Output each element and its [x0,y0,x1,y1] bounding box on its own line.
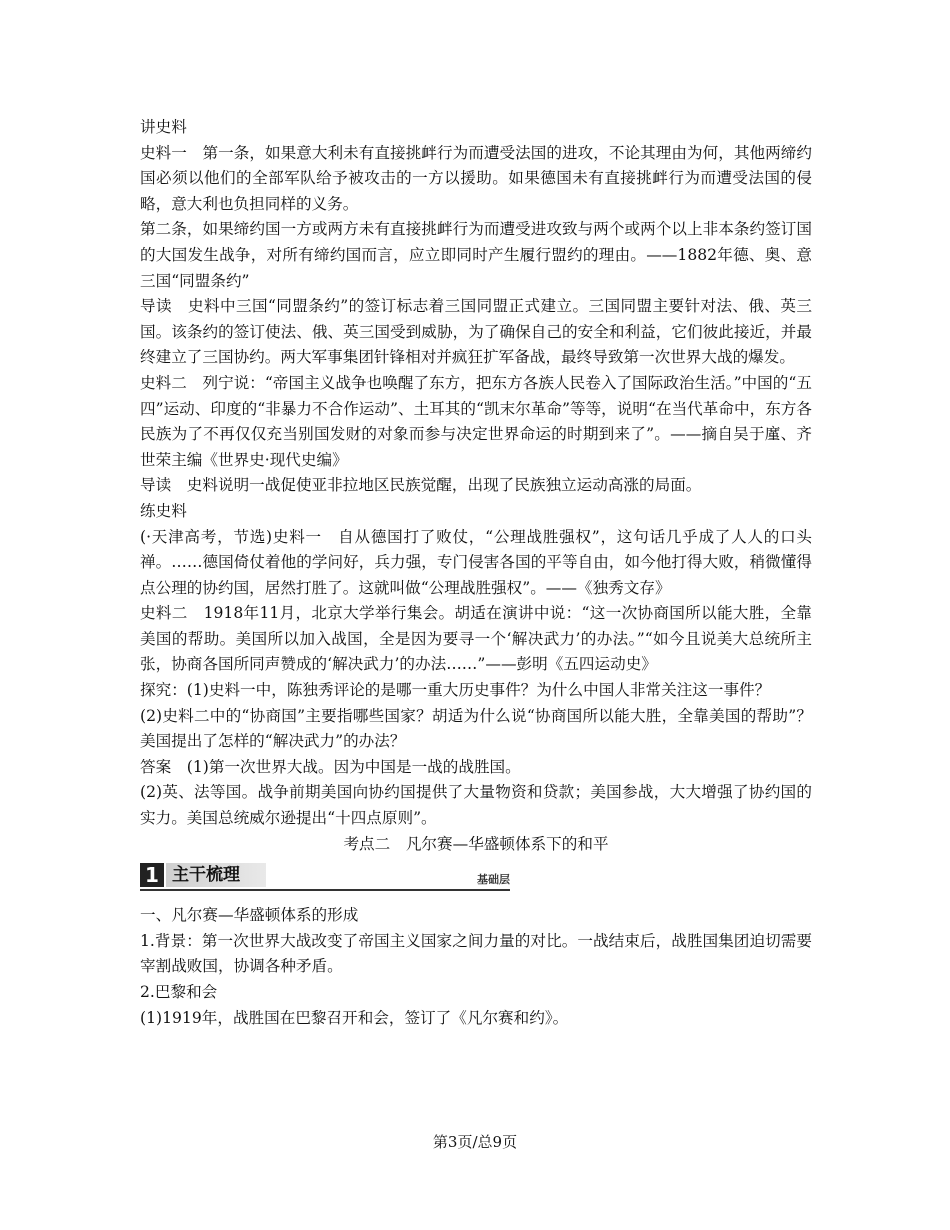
paragraph: 史料一 第一条，如果意大利未有直接挑衅行为而遭受法国的进攻，不论其理由为何，其他两缔约国必须以他们的全部军队给予被攻击的一方以援助。如果德国未有直接挑衅行为而遭受法国的侵略，意大利也负担同样的义务。 [140,143,812,213]
banner-number: 1 [140,863,164,887]
paragraph: 一、凡尔赛—华盛顿体系的形成 [140,906,359,925]
paragraph: (1)1919年，战胜国在巴黎召开和会，签订了《凡尔赛和约》。 [140,1008,569,1027]
paragraph: 1.背景：第一次世界大战改变了帝国主义国家之间力量的对比。一战结束后，战胜国集团迫切需要宰割战败国，协调各种矛盾。 [140,931,812,976]
paragraph: 探究：(1)史料一中，陈独秀评论的是哪一重大历史事件？为什么中国人非常关注这一事件？ [140,681,771,700]
section-heading: 考点二 凡尔赛—华盛顿体系下的和平 [343,834,609,853]
banner-level: 基础层 [477,873,510,887]
paragraph: (·天津高考，节选)史料一 自从德国打了败仗，“公理战胜强权”，这句话几乎成了人人的口头禅。……德国倚仗着他的学问好，兵力强，专门侵害各国的平等自由，如今他打得大败，稍微懂得点公理的协约国，居然打胜了。这就叫做“公理战胜强权”。——《独秀文存》 [140,527,812,597]
paragraph: 练史料 [140,501,187,520]
banner-title: 主干梳理 [172,865,240,886]
paragraph: 史料二 列宁说：“帝国主义战争也唤醒了东方，把东方各族人民卷入了国际政治生活。”中国的“五四”运动、印度的“非暴力不合作运动”、土耳其的“凯末尔革命”等等，说明“在当代革命中，东方各民族为了不再仅仅充当别国发财的对象而参与决定世界命运的时期到来了”。——摘自吴于廑、齐世荣主编《世界史·现代史编》 [140,373,812,469]
paragraph: 史料二 1918年11月，北京大学举行集会。胡适在演讲中说：“这一次协商国所以能大胜，全靠美国的帮助。美国所以加入战国，全是因为要寻一个‘解决武力’的办法。”“如今且说美大总统所主张，协商各国所同声赞成的‘解决武力’的办法……”——彭明《五四运动史》 [140,604,812,674]
paragraph: 导读 史料中三国“同盟条约”的签订标志着三国同盟正式建立。三国同盟主要针对法、俄、英三国。该条约的签订使法、俄、英三国受到威胁，为了确保自己的安全和利益，它们彼此接近，并最终建立了三国协约。两大军事集团针锋相对并疯狂扩军备战，最终导致第一次世界大战的爆发。 [140,297,812,367]
paragraph: 答案 (1)第一次世界大战。因为中国是一战的战胜国。 [140,757,521,776]
paragraph: 导读 史料说明一战促使亚非拉地区民族觉醒，出现了民族独立运动高涨的局面。 [140,476,702,495]
paragraph: (2)史料二中的“协商国”主要指哪些国家？胡适为什么说“协商国所以能大胜，全靠美国的帮助”？美国提出了怎样的“解决武力”的办法？ [140,706,812,751]
page-number-footer: 第3页/总9页 [432,1133,518,1151]
section-banner [140,861,510,891]
paragraph: (2)英、法等国。战争前期美国向协约国提供了大量物资和贷款；美国参战，大大增强了协约国的实力。美国总统威尔逊提出“十四点原则”。 [140,783,812,828]
paragraph: 2.巴黎和会 [140,983,218,1001]
page-content [140,115,812,1031]
paragraph: 第二条，如果缔约国一方或两方未有直接挑衅行为而遭受进攻致与两个或两个以上非本条约签订国的大国发生战争，对所有缔约国而言，应立即同时产生履行盟约的理由。——1882年德、奥、意三国“同盟条约” [140,220,812,290]
banner-underline [140,889,510,891]
paragraph: 讲史料 [140,118,187,136]
